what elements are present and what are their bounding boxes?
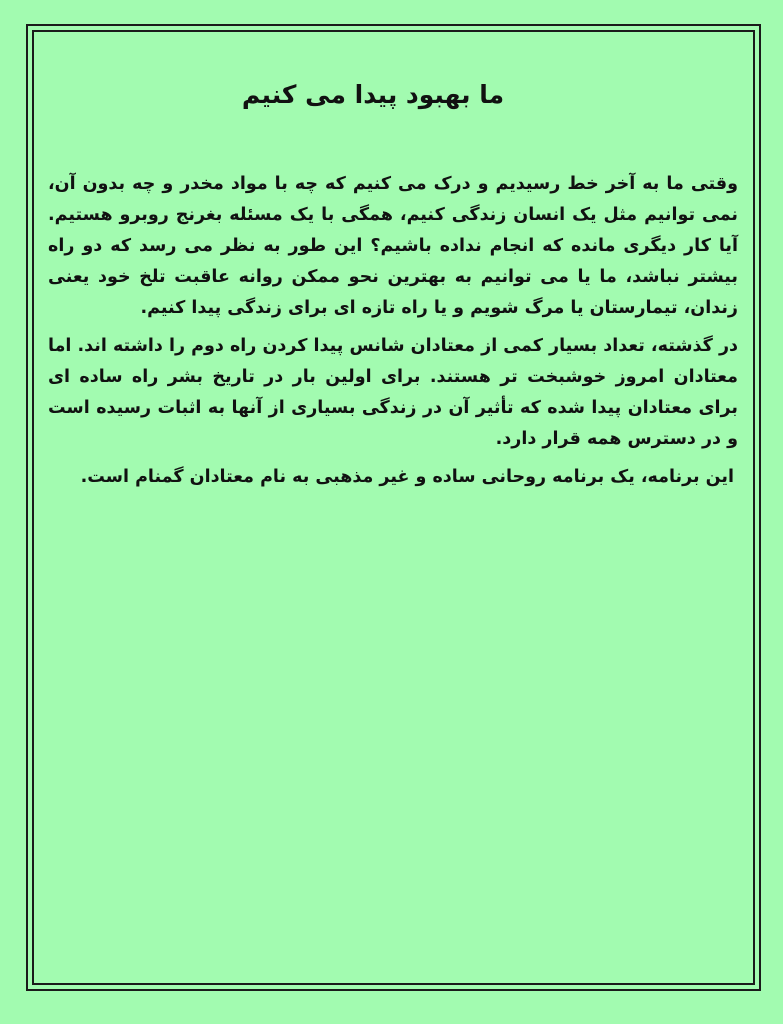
paragraph-1: وقتی ما به آخر خط رسیدیم و درک می کنیم که چه با مواد مخدر و چه بدون آن، نمی توانیم مثل یک انسان زندگی کنیم، همگی با یک مسئله بغرنج روبرو هستیم. آیا کار دیگری مانده که انجام نداده باشیم؟ این طور به نظر می رسد که دو راه بیشتر نباشد، ما یا می توانیم به بهترین نحو ممکن روانه عاقبت تلخ خود یعنی زندان، تیمارستان یا مرگ شویم و یا راه تازه ای برای زندگی پیدا کنیم. (48, 174, 738, 318)
paragraph-2: در گذشته، تعداد بسیار کمی از معتادان شانس پیدا کردن راه دوم را داشته اند. اما معتادان امروز خوشبخت تر هستند. برای اولین بار در تاریخ بشر راه ساده ای برای معتادان پیدا شده که تأثیر آن در زندگی بسیاری از آنها به اثبات رسیده است و در دسترس همه قرار دارد. (48, 336, 738, 449)
paragraph-3: این برنامه، یک برنامه روحانی ساده و غیر مذهبی به نام معتادان گمنام است. (80, 467, 734, 487)
page-title: ما بهبود پیدا می کنیم (241, 80, 505, 109)
document-body (48, 80, 738, 500)
